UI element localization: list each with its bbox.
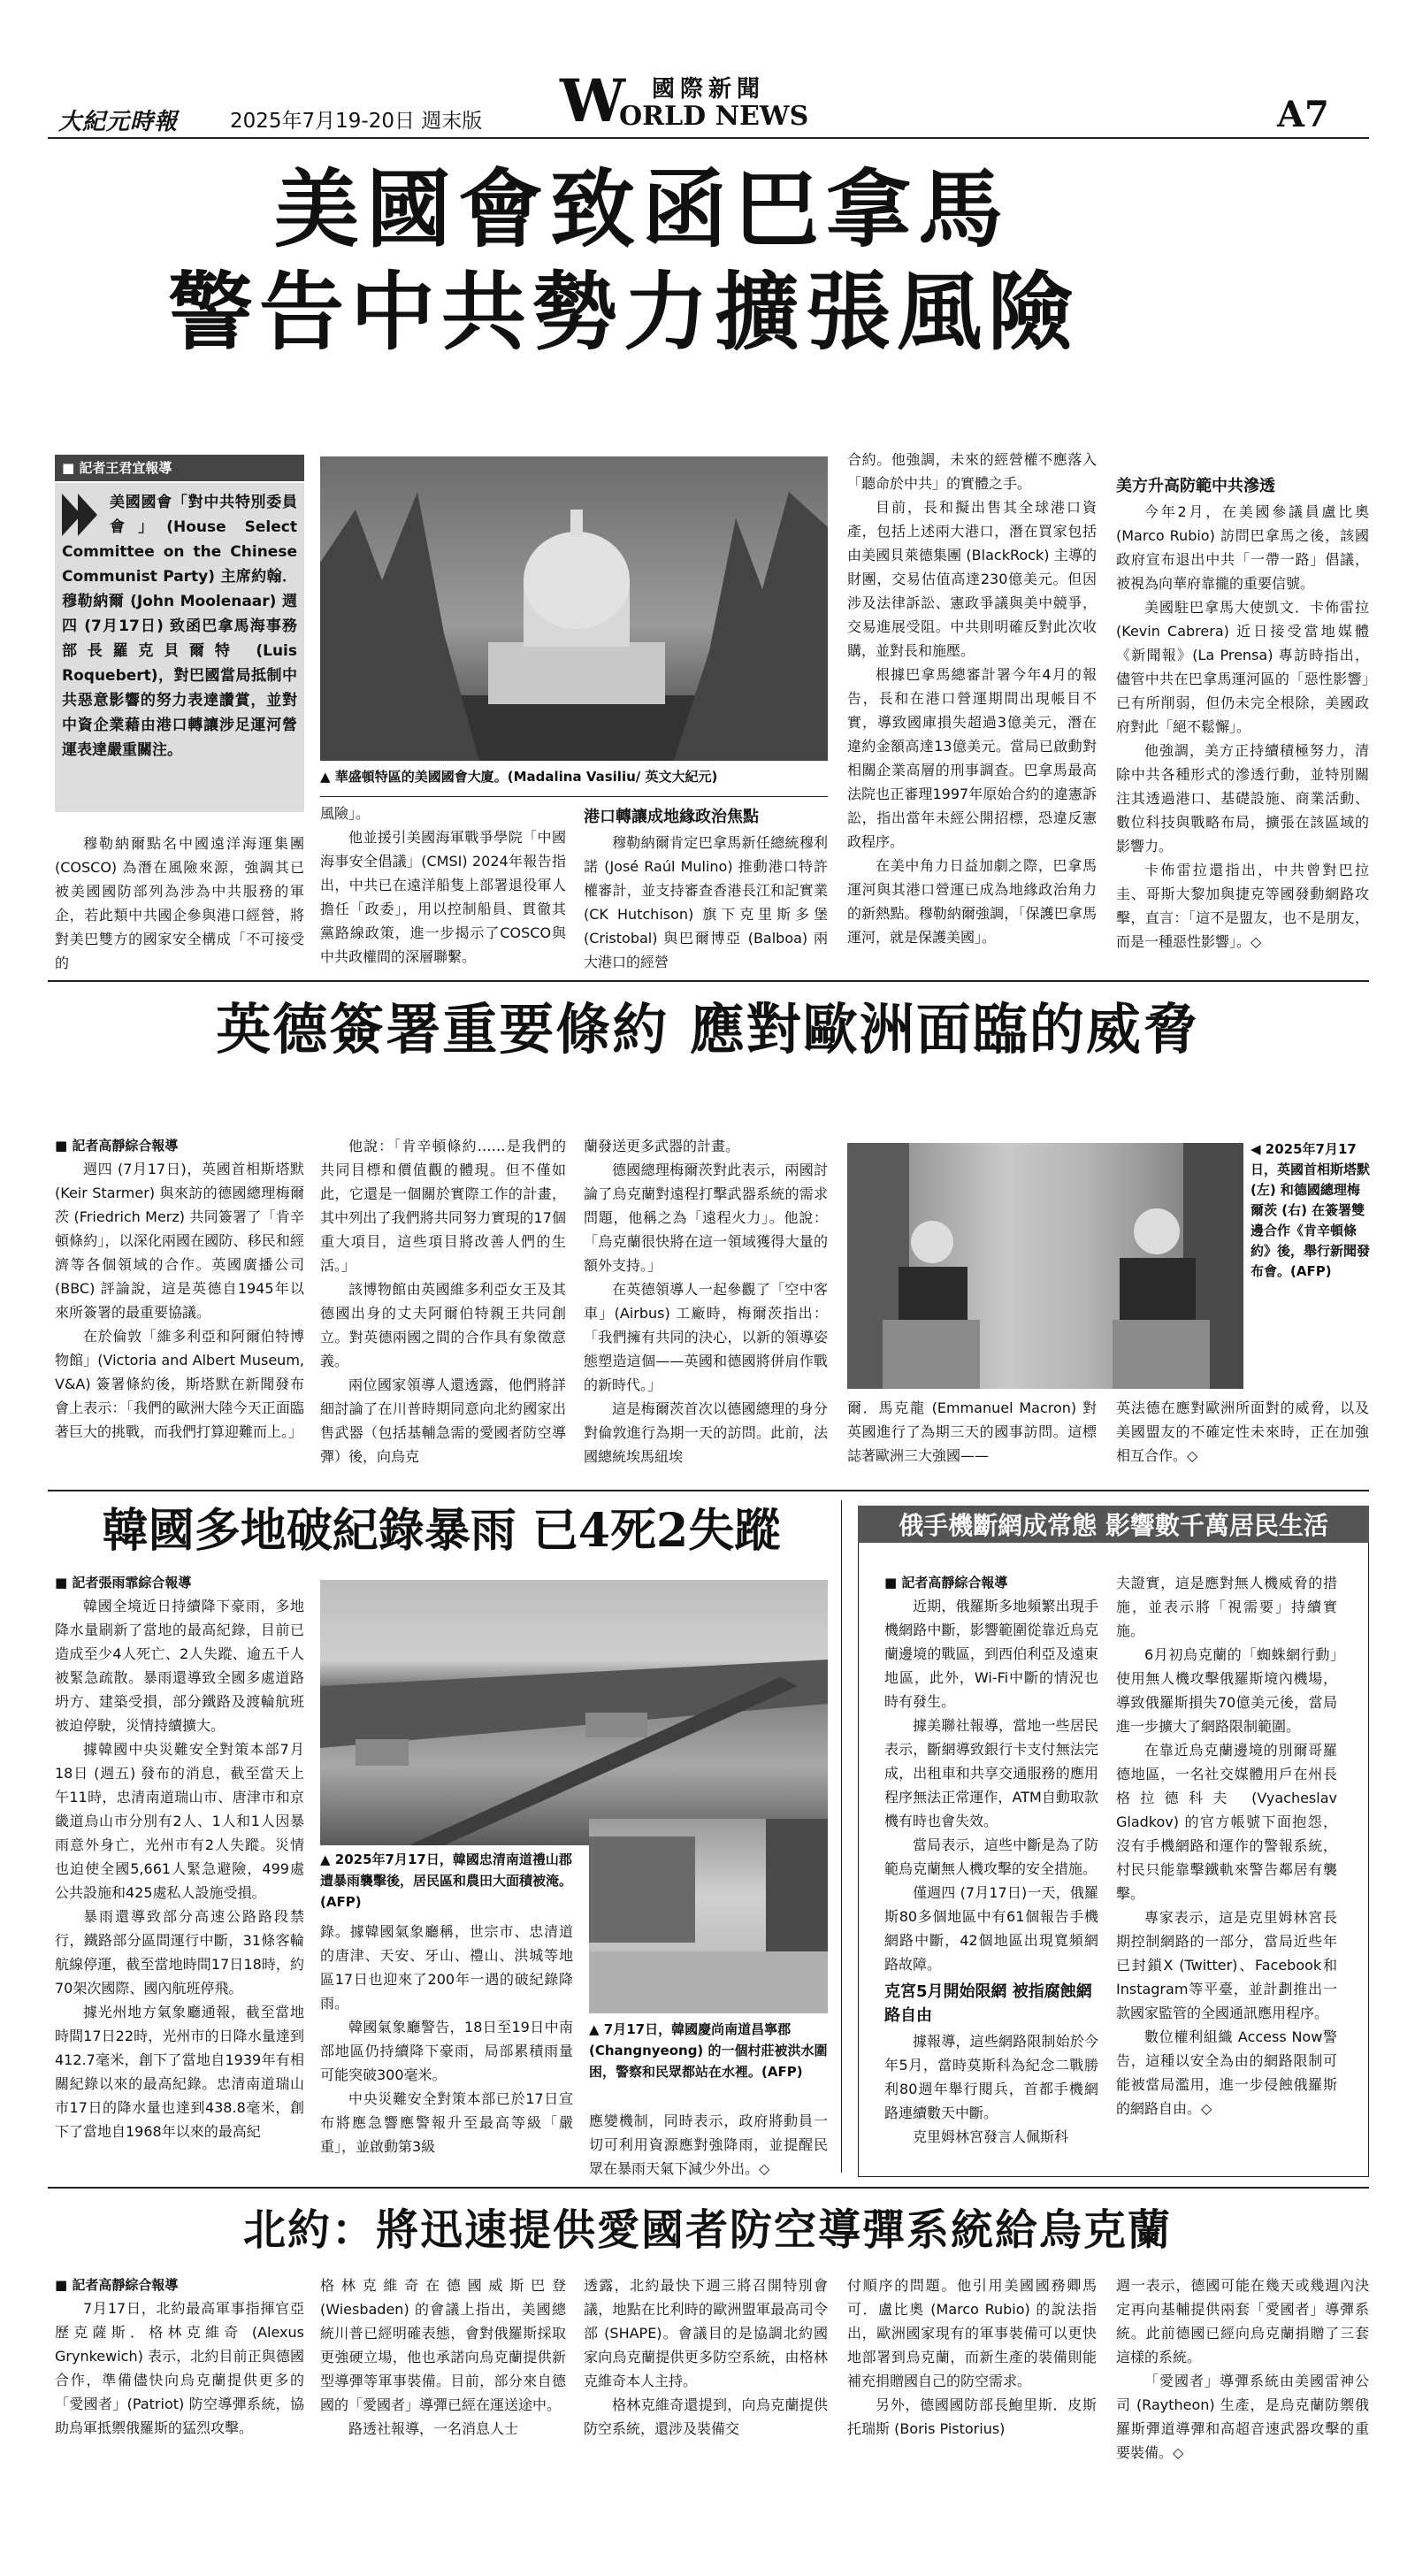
leaders-photo: [847, 1143, 1243, 1389]
col-3: [584, 801, 828, 974]
col-1: [55, 832, 304, 975]
col4-p4: 在美中角力日益加劇之際，巴拿馬運河與其港口營運已成為地緣政治角力的新熱點。穆勒納爾強調，「保護巴拿馬運河，就是保護美國」。: [847, 857, 1097, 946]
col3-p1: 穆勒納爾肯定巴拿馬新任總統穆利諾 (José Raúl Mulino) 推動港口特許權審計，並支持審查香港長江和記實業 (CK Hutchison) 旗下克里斯多堡 (Cristobal) 與巴爾博亞 (Balboa) 兩大港口的經營: [584, 834, 828, 970]
byline: ■ 記者高靜綜合報導: [884, 1575, 1008, 1591]
col1-subhead: 克宮5月開始限網 被指腐蝕網路自由: [884, 1982, 1092, 2025]
col5-p3: 他強調，美方正持續積極努力，清除中共各種形式的滲透行動，並特別關注其透過港口、基礎設施、商業活動、數位科技與戰略布局，擴張在該區域的影響力。: [1116, 742, 1369, 855]
headline: 北約：將迅速提供愛國者防空導彈系統給烏克蘭: [242, 2205, 1172, 2255]
col1-p1: 週四 (7月17日)，英國首相斯塔默 (Keir Starmer) 與來訪的德國總理梅爾茨 (Friedrich Merz) 共同簽署了「肯辛頓條約」，以深化兩國在國防、移民和經濟等各個領域的合作。英國廣播公司 (BBC) 評論說，這是英德自1945年以來所簽署的最重要協議。: [55, 1161, 304, 1321]
col1-p1: 7月17日，北約最高軍事指揮官亞歷克薩斯．格林克維奇 (Alexus Grynkewich) 表示，北約目前正與德國合作，準備儘快向烏克蘭提供更多的「愛國者」(Patriot) 防空導彈系統，協助烏軍抵禦俄羅斯的猛烈攻擊。: [55, 2300, 304, 2436]
col5-p2: 美國駐巴拿馬大使凱文．卡佈雷拉 (Kevin Cabrera) 近日接受當地媒體《新聞報》(La Prensa) 專訪時指出，儘管中共在巴拿馬運河區的「惡性影響」已有所削弱，但仍未完全根除，美國政府對此「絕不鬆懈」。: [1116, 599, 1369, 735]
col1-p1: 穆勒納爾點名中國遠洋海運集團 (COSCO) 為潛在風險來源，強調其已被美國國防部列為涉為中共服務的軍企，若此類中共國企參與港口經營，將對美巴雙方的國家安全構成「不可接受的: [55, 835, 304, 971]
article-nato-patriot: [0, 2190, 1415, 2576]
col5-p2: 「愛國者」導彈系統由美國雷神公司 (Raytheon) 生產，是烏克蘭防禦俄羅斯彈道導彈和高超音速武器攻擊的重要裝備。◇: [1116, 2373, 1369, 2461]
issue-date: 2025年7月19-20日 週末版: [230, 110, 483, 133]
col-1: [55, 1134, 304, 1444]
headline: 俄手機斷網成常態 影響數千萬居民生活: [899, 1511, 1328, 1540]
col5-subhead: 美方升高防範中共滲透: [1116, 477, 1275, 495]
flood-photo-1: [320, 1580, 828, 1845]
leaders-illustration: [847, 1143, 1243, 1389]
col5-p1: 英法德在應對歐洲所面對的威脅，以及美國盟友的不確定性未來時，正在加強相互合作。◇: [1116, 1399, 1369, 1464]
article2-end-rule: [48, 1490, 1369, 1491]
col-1: [884, 1571, 1098, 2149]
article-korea-rain: [0, 1495, 849, 2185]
byline-box: [55, 455, 304, 481]
col1-p2: 據韓國中央災難安全對策本部7月18日 (週五) 發布的消息，截至當天上午11時，忠清南道瑞山市、唐津市和京畿道烏山市分別有2人、1人和1人因暴雨意外身亡，光州市有2人失蹤。災情也迫使全國5,661人緊急避險，499處公共設施和425處私人設施受損。: [55, 1741, 304, 1901]
col3-p1: 透露，北約最快下週三將召開特別會議，地點在比利時的歐洲盟軍最高司令部 (SHAPE)。會議目的是協調北約國家向烏克蘭提供更多防空系統，由格林克維奇本人主持。: [584, 2277, 828, 2389]
section-title-en: ORLD NEWS: [619, 101, 809, 132]
col1-p4: 據光州地方氣象廳通報，截至當地時間17日22時，光州市的日降水量達到412.7毫米，創下了當地自1939年有相關紀錄以來的最高紀錄。忠清南道瑞山市17日的降水量也達到438.8毫米，創下了當地自1968年以來的最高紀: [55, 2004, 304, 2140]
col2-p1: 他說：「肯辛頓條約……是我們的共同目標和價值觀的體現。但不僅如此，它還是一個關於實際工作的計畫，其中列出了我們將共同努力實現的17個重大項目，這些項目將改善人們的生活。」: [320, 1138, 566, 1274]
box-right: [1368, 1543, 1369, 2176]
article4-end-rule: [48, 2187, 1369, 2189]
byline: ■ 記者高靜綜合報導: [55, 1138, 179, 1154]
paper-name: 大紀元時報: [58, 109, 179, 135]
col-2: [320, 801, 566, 969]
col2-p1: 格林克維奇在德國威斯巴登 (Wiesbaden) 的會議上指出，美國總統川普已經明確表態，會對俄羅斯採取更強硬立場，他也承諾向烏克蘭提供新型導彈等軍事裝備。目前，部分來自德國的「愛國者」導彈已經在運送途中。: [320, 2277, 566, 2413]
headline-1: 美國會致函巴拿馬: [274, 159, 1010, 259]
col-2: [320, 2273, 566, 2441]
col2-p2: 他並援引美國海軍戰爭學院「中國海事安全倡議」(CMSI) 2024年報告指出，中共已在遠洋船隻上部署退役軍人擔任「政委」，用以控制船員、貫徹其黨路線政策，進一步揭示了COSCO與中共政權間的深層聯繫。: [320, 829, 566, 965]
col2-p5: 數位權利組織 Access Now警告，這種以安全為由的網路限制可能被當局濫用，進一步侵蝕俄羅斯的網路自由。◇: [1116, 2028, 1337, 2117]
col1-p1: 韓國全境近日持續降下豪雨，多地降水量刷新了當地的最高紀錄，目前已造成至少4人死亡、2人失蹤、逾五千人被緊急疏散。暴雨還導致全國多處道路坍方、建築受損，部分鐵路及渡輪航班被迫停駛，災情持續擴大。: [55, 1598, 304, 1734]
article-uk-germany: [0, 982, 1415, 1486]
col1-p4: 僅週四 (7月17日)一天，俄羅斯80多個地區中有61個報告手機網路中斷，42個地區出現寬頻網路故障。: [884, 1884, 1098, 1973]
col4-p1: 合約。他強調，未來的經營權不應落入「聽命於中共」的實體之手。: [847, 451, 1097, 492]
col-5: [1116, 471, 1369, 954]
col-4: [847, 1396, 1097, 1468]
col3-p1: 蘭發送更多武器的計畫。: [584, 1138, 740, 1154]
flood-photo-2: [589, 1819, 828, 2013]
col2-p2: 路透社報導，一名消息人士: [348, 2420, 519, 2437]
col-1: [55, 2273, 304, 2440]
col-3: [584, 1134, 828, 1468]
photo2-caption: ▲ 7月17日，韓國慶尚南道昌寧郡 (Changnyeong) 的一個村莊被洪水圍困，警察和民眾都站在水裡。(AFP): [589, 2021, 828, 2080]
col1-p2: 據美聯社報導，當地一些居民表示，斷網導致銀行卡支付無法完成，出租車和共享交通服務的應用程序無法正常運作，ATM自動取款機有時也會失效。: [884, 1717, 1098, 1829]
col5-p1: 週一表示，德國可能在幾天或幾週內決定再向基輔提供兩套「愛國者」導彈系統。此前德國已經向烏克蘭捐贈了三套這樣的系統。: [1116, 2277, 1369, 2365]
lede: 美國國會「對中共特別委員會」(House Select Committee on the Chinese Communist Party) 主席約翰．穆勒納爾 (John Moolenaar) 週四 (7月17日) 致函巴拿馬海事務部長羅克貝爾特 (Luis Roquebert)，對巴國當局抵制中共惡意影響的努力表達讚賞，並對中資企業藉由港口轉讓涉足運河營運表達嚴重關注。: [62, 494, 297, 759]
col1-p5: 據報導，這些網路限制始於今年5月，當時莫斯科為紀念二戰勝利80週年舉行閱兵，首都手機網路連續數天中斷。: [884, 2033, 1098, 2121]
col2-p3: 兩位國家領導人還透露，他們將詳細討論了在川普時期同意向北約國家出售武器（包括基輔急需的愛國者防空導彈）後，向烏克: [320, 1376, 566, 1465]
col-2: [320, 1134, 566, 1468]
col-4: [847, 448, 1097, 949]
headline-2: 警告中共勢力擴張風險: [168, 262, 1079, 362]
arrow-icon: [62, 494, 103, 538]
page-number: A7: [1277, 94, 1329, 135]
box-left: [858, 1543, 859, 2176]
col5-p1: 今年2月，在美國參議員盧比奧 (Marco Rubio) 訪問巴拿馬之後，該國政府宣布退出中共「一帶一路」倡議，被視為向華府靠攏的重要信號。: [1116, 503, 1369, 592]
col-2: [1116, 1571, 1337, 2120]
col2-p2: 6月初烏克蘭的「蜘蛛網行動」使用無人機攻擊俄羅斯境內機場，導致俄羅斯損失70億美元後，當局進一步擴大了網路限制範圍。: [1116, 1646, 1337, 1735]
col-4: [847, 2273, 1097, 2441]
col2-p2: 該博物館由英國維多利亞女王及其德國出身的丈夫阿爾伯特親王共同創立。對英德兩國之間的合作具有象徵意義。: [320, 1281, 566, 1369]
col1-p1: 近期，俄羅斯多地頻繁出現手機網路中斷，影響範圍從靠近烏克蘭邊境的戰區，到西伯利亞及遠東地區，此外，Wi-Fi中斷的情況也時有發生。: [884, 1598, 1098, 1710]
masthead-rule: [48, 137, 1369, 139]
caption-rule: [320, 796, 828, 797]
col2-p4: 專家表示，這是克里姆林宮長期控制網路的一部分，當局近些年已封鎖X (Twitter)、Facebook和Instagram等平臺，並計劃推出一款國家監管的全國通訊應用程序。: [1116, 1909, 1337, 2021]
capitol-photo: [320, 456, 828, 761]
col2-p3: 在靠近烏克蘭邊境的別爾哥羅德地區，一名社交媒體用戶在州長格拉德科夫 (Vyacheslav Gladkov) 的官方帳號下面抱怨，沒有手機網路和運作的警報系統，村民只能靠擊鐵軌來警告鄰居有襲擊。: [1116, 1742, 1337, 1902]
col2-p1: 風險」。: [320, 805, 371, 822]
byline: ■ 記者張雨霏綜合報導: [55, 1575, 192, 1591]
col3-subhead: 港口轉讓成地緣政治焦點: [584, 808, 759, 826]
col-5: [1116, 2273, 1369, 2465]
headline: 韓國多地破紀錄暴雨 已4死2失蹤: [102, 1504, 781, 1558]
col4-p3: 根據巴拿馬總審計署今年4月的報告，長和在港口營運期間出現帳目不實，導致國庫損失超過3億美元，潛在違約金額高達13億美元。當局已啟動對相關企業高層的刑事調查。巴拿馬最高法院也正審理1997年原始合約的違憲訴訟，指出當年未經公開招標，恐違反憲政程序。: [847, 666, 1097, 850]
col1-p2: 在於倫敦「維多利亞和阿爾伯特博物館」(Victoria and Albert Museum, V&A) 簽署條約後，斯塔默在新聞發布會上表示：「我們的歐洲大陸今天正面臨著巨大的挑戰，而我們打算迎難而上。」: [55, 1328, 304, 1440]
col-3: [584, 2273, 828, 2441]
col5-p4: 卡佈雷拉還指出，中共曾對巴拉圭、哥斯大黎加與捷克等國發動網路攻擊，直言：「這不是盟友，也不是朋友，而是一種惡性影響」。◇: [1116, 862, 1369, 950]
section-initial: W: [560, 66, 626, 135]
col2-p3: 中央災難安全對策本部已於17日宣布將應急響應警報升至最高等級「嚴重」，並啟動第3級: [320, 2090, 573, 2155]
section-title-zh: 國際新聞: [652, 76, 766, 103]
col1-p6: 克里姆林宮發言人佩斯科: [913, 2128, 1069, 2145]
col2-p1: 夫證實，這是應對無人機威脅的措施，並表示將「視需要」持續實施。: [1116, 1575, 1337, 1639]
byline: ■ 記者高靜綜合報導: [55, 2277, 179, 2293]
col3-p2: 德國總理梅爾茨對此表示，兩國討論了烏克蘭對遠程打擊武器系統的需求問題，他稱之為「遠程火力」。他說：「烏克蘭很快將在這一領域獲得大量的額外支持。」: [584, 1162, 828, 1274]
col4-p2: 另外，德國國防部長鮑里斯．皮斯托瑞斯 (Boris Pistorius): [847, 2396, 1097, 2437]
capitol-illustration: [320, 456, 828, 761]
col4-p1: 付順序的問題。他引用美國國務卿馬可．盧比奧 (Marco Rubio) 的說法指出，歐洲國家現有的軍事裝備可以更快地部署到烏克蘭，而新生產的裝備則能補充捐贈國自己的防空需求。: [847, 2277, 1097, 2389]
lede-box: [55, 483, 304, 812]
masthead: [0, 0, 1415, 142]
photo1-caption: ▲ 2025年7月17日，韓國忠清南道禮山郡遭暴雨襲擊後，居民區和農田大面積被淹。(AFP): [320, 1852, 573, 1910]
box-bottom: [858, 2176, 1369, 2177]
col-5: [1116, 1396, 1369, 1468]
col3-p3: 在英德領導人一起參觀了「空中客車」(Airbus) 工廠時，梅爾茨指出：「我們擁有共同的決心，以新的領導姿態塑造這個——英國和德國將併肩作戰的新時代。」: [584, 1281, 828, 1393]
headline-bar: [858, 1506, 1369, 1543]
col-2: [320, 1920, 573, 2158]
byline: ■ 記者王君宜報導: [62, 460, 172, 476]
column-divider: [841, 1500, 842, 2173]
col3-p4: 這是梅爾茨首次以德國總理的身分對倫敦進行為期一天的訪問。此前，法國總統埃馬紐埃: [584, 1400, 828, 1465]
headline: 英德簽署重要條約 應對歐洲面臨的威脅: [216, 997, 1199, 1062]
flood-illustration: [320, 1580, 828, 1845]
col1-p3: 暴雨還導致部分高速公路路段禁行，鐵路部分區間運行中斷，31條客輪航線停運，截至當地時間17日18時，約70架次國際、國內航班停飛。: [55, 1908, 304, 1997]
photo-caption: ▲ 華盛頓特區的美國國會大廈。(Madalina Vasiliu/ 英文大紀元): [320, 769, 718, 785]
village-illustration: [589, 1819, 828, 2013]
photo-caption: ◀ 2025年7月17日，英國首相斯塔默 (左) 和德國總理梅爾茨 (右) 在簽署雙邊合作《肯辛頓條約》後，舉行新聞發布會。(AFP): [1251, 1141, 1371, 1279]
col2-p2: 韓國氣象廳警告，18日至19日中南部地區仍持續降下豪雨，局部累積雨量可能突破300毫米。: [320, 2019, 573, 2083]
col4-p2: 目前，長和擬出售其全球港口資產，包括上述兩大港口，潛在買家包括由美國貝萊德集團 (BlackRock) 主導的財團，交易估值高達230億美元。但因涉及法律訴訟、憲政爭議與美中競爭，交易進展受阻。中共則明確反對此次收購，並對長和施壓。: [847, 499, 1097, 659]
col4-p1: 爾．馬克龍 (Emmanuel Macron) 對英國進行了為期三天的國事訪問。這標誌著歐洲三大強國——: [847, 1399, 1097, 1464]
col-3: [589, 2109, 828, 2181]
col1-p3: 當局表示，這些中斷是為了防範烏克蘭無人機攻擊的安全措施。: [884, 1836, 1098, 1877]
col3-p2: 格林克維奇還提到，向烏克蘭提供防空系統，還涉及裝備交: [584, 2396, 828, 2437]
col-1: [55, 1571, 304, 2143]
col2-p1: 錄。據韓國氣象廳稱，世宗市、忠清道的唐津、天安、牙山、禮山、洪城等地區17日也迎來了200年一遇的破紀錄降雨。: [320, 1923, 573, 2012]
col3-p1: 應變機制，同時表示，政府將動員一切可利用資源應對強降雨，並提醒民眾在暴雨天氣下減少外出。◇: [589, 2112, 828, 2177]
article-russia-network: [847, 1495, 1378, 2185]
article-panama: [0, 142, 1415, 991]
